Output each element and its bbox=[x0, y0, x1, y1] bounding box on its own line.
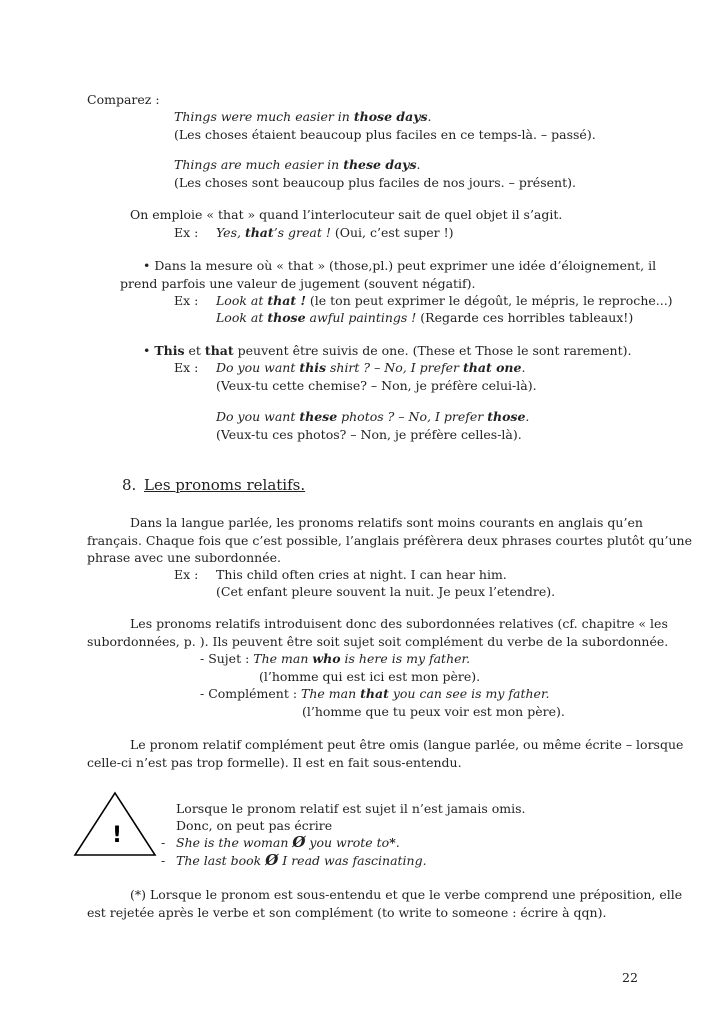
page-number: 22 bbox=[622, 970, 638, 985]
example-text: The man bbox=[301, 686, 361, 701]
bullet-eloignement-line2: prend parfois une valeur de jugement (souvent négatif). bbox=[120, 276, 476, 291]
example-emphasis: this bbox=[299, 360, 326, 375]
para2-line2: subordonnées, p. ). Ils peuvent être soit sujet soit complément du verbe de la subordonnée. bbox=[87, 634, 669, 649]
example-text: Yes, bbox=[216, 225, 245, 240]
ex-label: Ex : bbox=[174, 360, 199, 375]
section-number: 8. bbox=[122, 476, 137, 494]
footnote-line2: est rejetée après le verbe et son complément (to write to someone : écrire à qqn). bbox=[87, 905, 607, 920]
bullet-this-that-example2 bbox=[216, 409, 529, 424]
para1-translation: (Cet enfant pleure souvent la nuit. Je peux l’etendre). bbox=[216, 584, 556, 599]
example-those-days bbox=[174, 109, 432, 124]
example-text: The last book bbox=[176, 853, 266, 868]
text: et bbox=[184, 343, 205, 358]
para3-line2: celle-ci n’est pas trop formelle). Il est en fait sous-entendu. bbox=[87, 755, 462, 770]
example-text: photos ? – No, I prefer bbox=[337, 409, 488, 424]
omission-symbol: Ø bbox=[265, 851, 279, 869]
example-emphasis: these days bbox=[343, 157, 417, 172]
example-punct: . bbox=[395, 835, 400, 850]
ex-label: Ex : bbox=[174, 293, 199, 308]
dash: - bbox=[161, 835, 166, 850]
example-these-days bbox=[174, 157, 420, 172]
example-emphasis: that one bbox=[462, 360, 522, 375]
warning-line2: Donc, on peut pas écrire bbox=[176, 818, 333, 833]
example-punct: . bbox=[427, 109, 432, 124]
para3-line1: Le pronom relatif complément peut être omis (langue parlée, ou même écrite – lorsque bbox=[130, 737, 684, 752]
example-emphasis: that ! bbox=[267, 293, 306, 308]
example-emphasis: those bbox=[487, 409, 526, 424]
bullet-this-that bbox=[143, 343, 631, 358]
ex-label: Ex : bbox=[174, 225, 199, 240]
example-text: I read was fascinating. bbox=[278, 853, 427, 868]
example-text: you can see is my father. bbox=[388, 686, 550, 701]
example-emphasis: who bbox=[312, 651, 341, 666]
para1-line1: Dans la langue parlée, les pronoms relatifs sont moins courants en anglais qu’en bbox=[130, 515, 643, 530]
relative-complement bbox=[200, 686, 550, 701]
translation-those-days: (Les choses étaient beaucoup plus faciles en ce temps-là. – passé). bbox=[174, 127, 596, 142]
translation-these-days: (Les choses sont beaucoup plus faciles de nos jours. – présent). bbox=[174, 175, 576, 190]
bullet-this-that-translation1: (Veux-tu cette chemise? – Non, je préfère celui-là). bbox=[216, 378, 537, 393]
bullet-eloignement-line1: • Dans la mesure où « that » (those,pl.) peut exprimer une idée d’éloignement, il bbox=[143, 258, 657, 273]
example-text: The man bbox=[253, 651, 313, 666]
bullet-eloignement-example1 bbox=[174, 293, 673, 308]
example-text: ’s great ! bbox=[273, 225, 331, 240]
keyword-that: that bbox=[204, 343, 234, 358]
para2-line1: Les pronoms relatifs introduisent donc des subordonnées relatives (cf. chapitre « les bbox=[130, 616, 668, 631]
bullet-eloignement-example2 bbox=[216, 310, 633, 325]
warning-example2 bbox=[161, 853, 427, 868]
example-text: Things were much easier in bbox=[174, 109, 354, 124]
that-usage-example bbox=[174, 225, 454, 240]
ex-label: Ex : bbox=[174, 567, 199, 582]
footnote-marker: * bbox=[389, 835, 396, 850]
example-text: you wrote to bbox=[305, 835, 390, 850]
example-text: Do you want bbox=[216, 360, 300, 375]
sujet-label: - Sujet : bbox=[200, 651, 254, 666]
keyword-this: This bbox=[154, 343, 185, 358]
relative-sujet bbox=[200, 651, 470, 666]
bullet-this-that-example1 bbox=[174, 360, 525, 375]
relative-sujet-translation: (l’homme qui est ici est mon père). bbox=[259, 669, 481, 684]
footnote-line1: (*) Lorsque le pronom est sous-entendu et que le verbe comprend une préposition, elle bbox=[130, 887, 683, 902]
section-heading bbox=[122, 478, 305, 493]
example-emphasis: that bbox=[360, 686, 389, 701]
comparez-label: Comparez : bbox=[87, 92, 160, 107]
warning-triangle-icon bbox=[72, 790, 158, 858]
example-text: awful paintings ! bbox=[305, 310, 417, 325]
para1-line3: phrase avec une subordonnée. bbox=[87, 550, 281, 565]
example-emphasis: these bbox=[299, 409, 338, 424]
example-translation: (Oui, c’est super !) bbox=[330, 225, 454, 240]
warning-symbol: ! bbox=[112, 823, 123, 848]
example-punct: . bbox=[416, 157, 421, 172]
example-text: Things are much easier in bbox=[174, 157, 344, 172]
section-title: Les pronoms relatifs. bbox=[144, 476, 306, 494]
complement-label: - Complément : bbox=[200, 686, 302, 701]
bullet-dot: • bbox=[143, 343, 155, 358]
para1-example bbox=[174, 567, 507, 582]
dash: - bbox=[161, 853, 166, 868]
example-emphasis: those days bbox=[353, 109, 428, 124]
example-translation: (Regarde ces horribles tableaux!) bbox=[416, 310, 634, 325]
example-text: Look at bbox=[216, 293, 268, 308]
example-text: is here is my father. bbox=[340, 651, 471, 666]
example-text: She is the woman bbox=[176, 835, 293, 850]
omission-symbol: Ø bbox=[292, 833, 306, 851]
example-text: This child often cries at night. I can hear him. bbox=[216, 567, 507, 582]
warning-example1 bbox=[161, 835, 400, 850]
example-punct: . bbox=[521, 360, 526, 375]
para1-line2: français. Chaque fois que c’est possible, l’anglais préfèrera deux phrases courtes plutôt qu’une bbox=[87, 533, 692, 548]
example-text: shirt ? – No, I prefer bbox=[326, 360, 463, 375]
example-punct: . bbox=[525, 409, 530, 424]
that-usage-rule: On emploie « that » quand l’interlocuteur sait de quel objet il s’agit. bbox=[130, 207, 563, 222]
example-text: Do you want bbox=[216, 409, 300, 424]
example-emphasis: those bbox=[267, 310, 306, 325]
bullet-this-that-translation2: (Veux-tu ces photos? – Non, je préfère celles-là). bbox=[216, 427, 522, 442]
relative-complement-translation: (l’homme que tu peux voir est mon père). bbox=[302, 704, 565, 719]
example-emphasis: that bbox=[244, 225, 274, 240]
example-translation: (le ton peut exprimer le dégoût, le mépris, le reproche...) bbox=[305, 293, 673, 308]
example-text: Look at bbox=[216, 310, 268, 325]
text: peuvent être suivis de one. (These et Those le sont rarement). bbox=[233, 343, 632, 358]
warning-line1: Lorsque le pronom relatif est sujet il n’est jamais omis. bbox=[176, 801, 526, 816]
